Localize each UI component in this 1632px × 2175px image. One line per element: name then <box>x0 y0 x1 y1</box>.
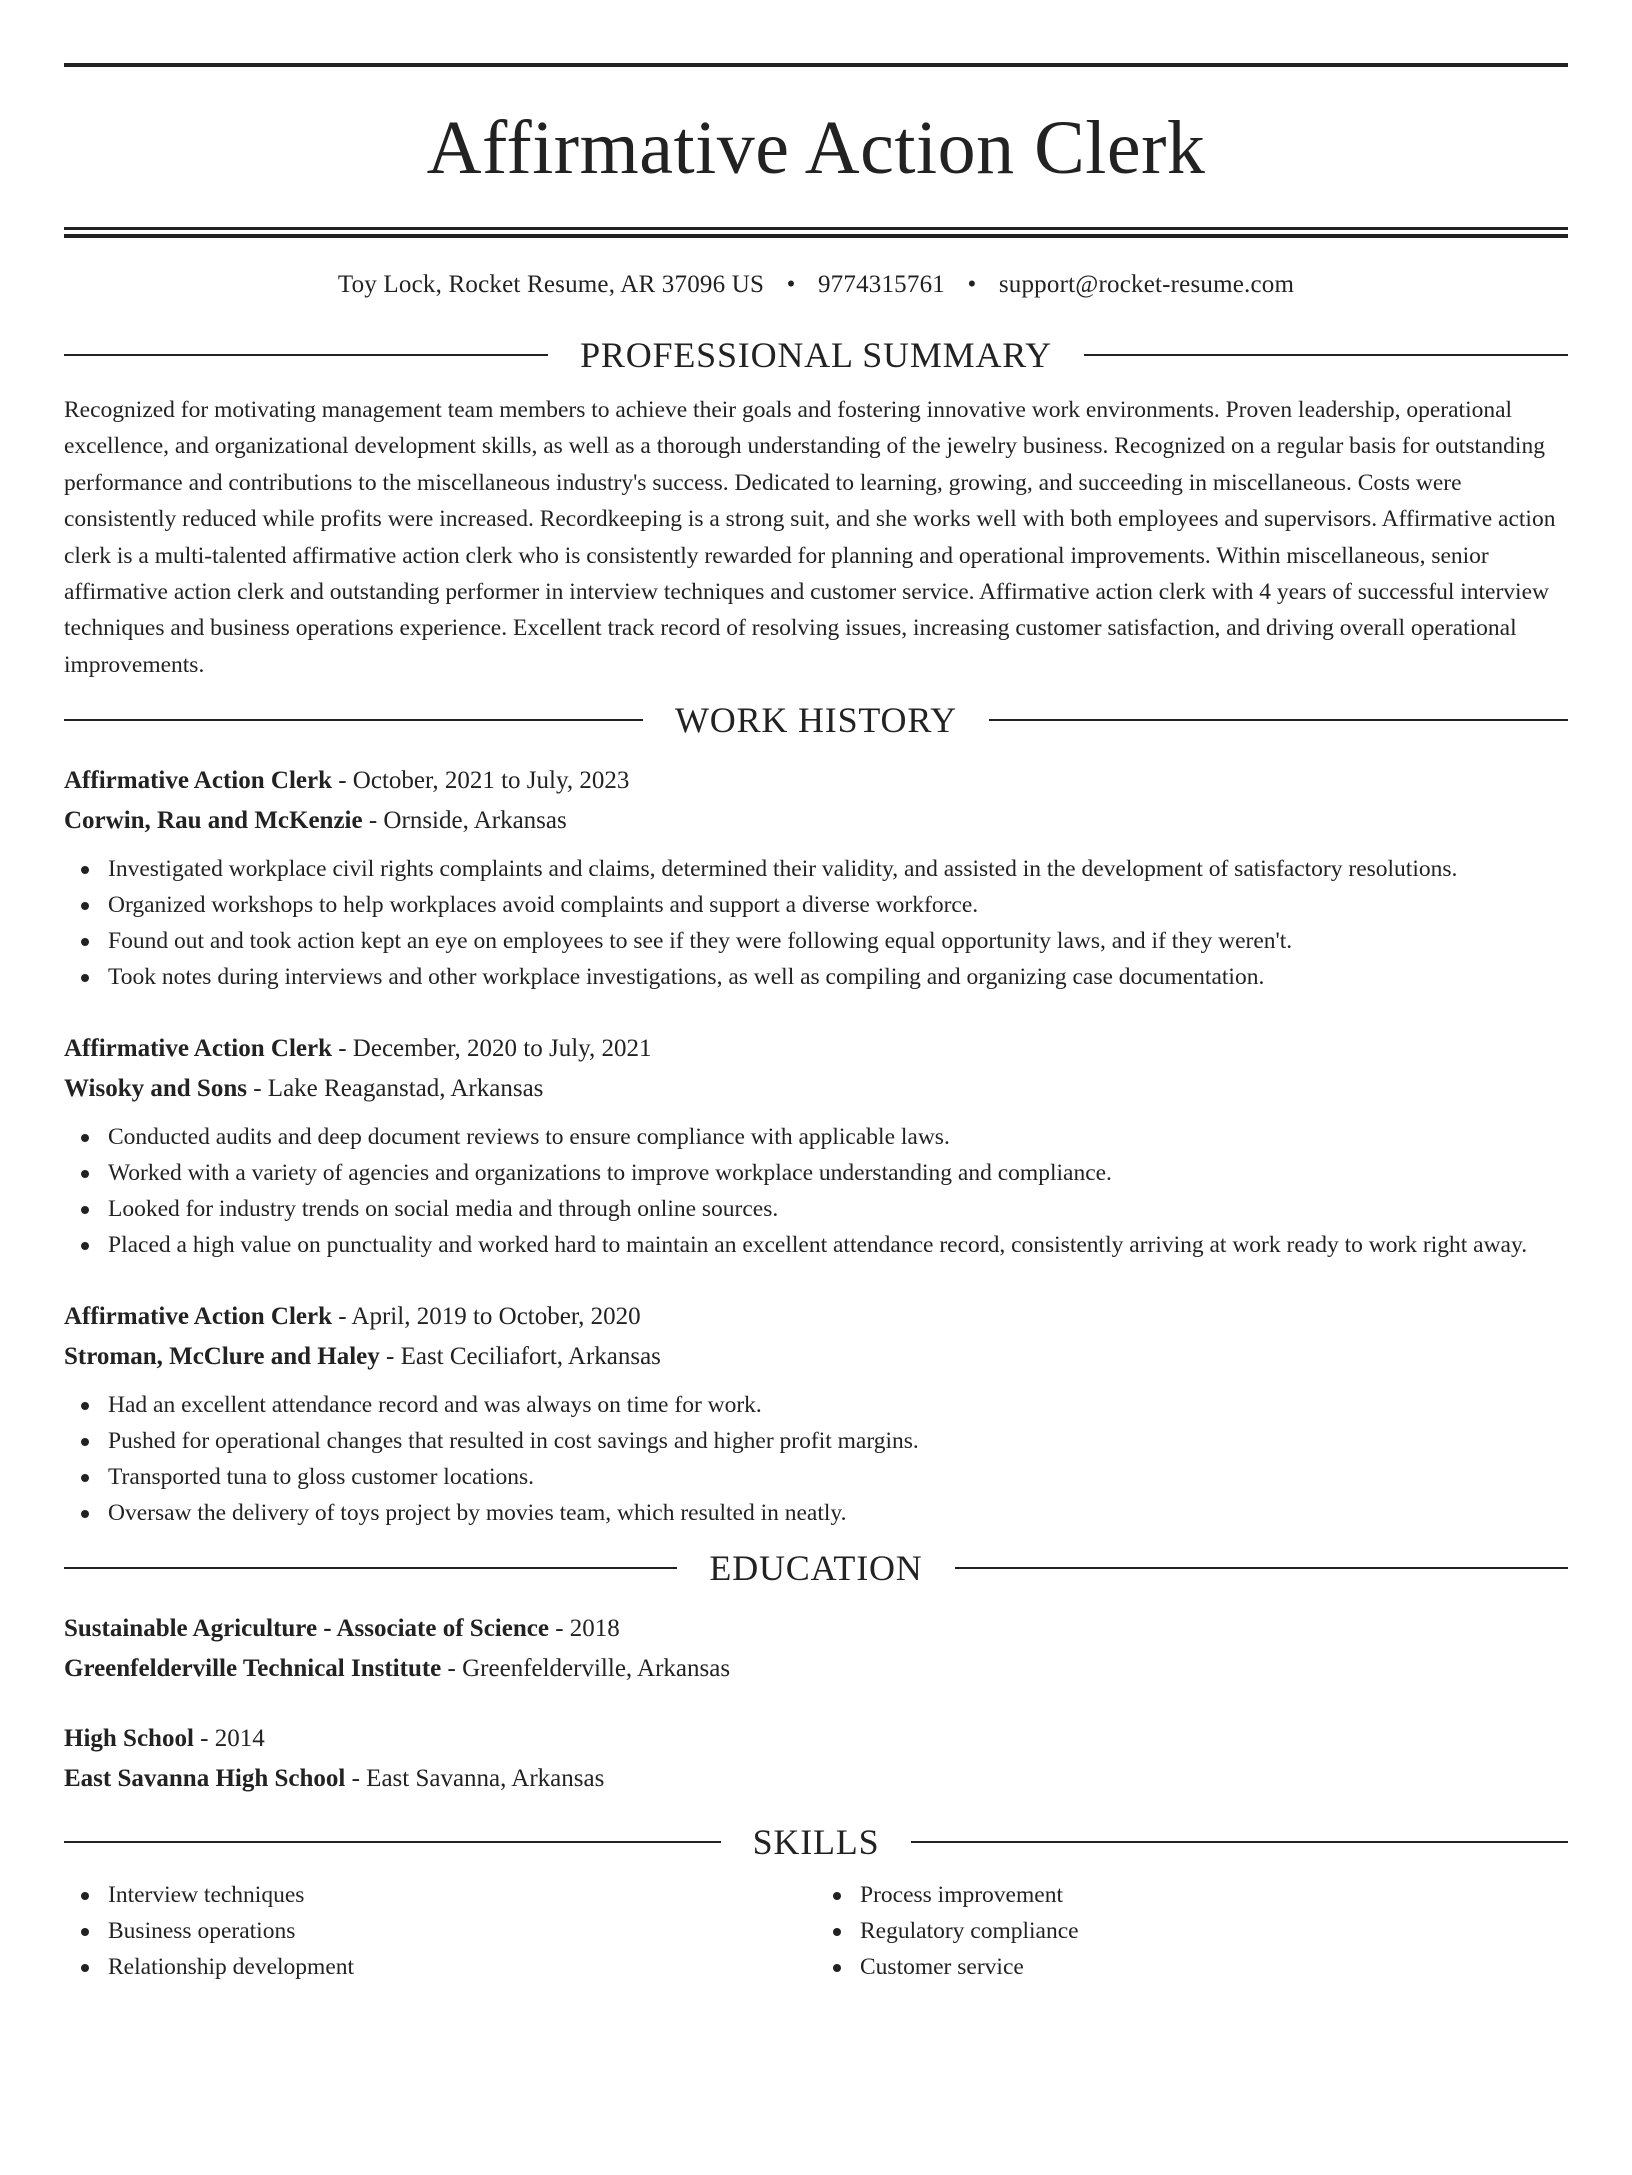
job-dates: - December, 2020 to July, 2021 <box>331 1035 652 1063</box>
skill-item: Relationship development <box>64 1949 816 1985</box>
job-company-line <box>64 1069 1568 1109</box>
divider-line <box>955 1567 1568 1569</box>
job-location: - Lake Reaganstad, Arkansas <box>246 1075 544 1103</box>
job-dates: - October, 2021 to July, 2023 <box>331 767 630 795</box>
job-location: - Ornside, Arkansas <box>362 807 567 835</box>
job-bullet: Placed a high value on punctuality and worked hard to maintain an excellent attendance record, consistently arriving at work ready to work right away. <box>64 1227 1568 1263</box>
divider-line <box>64 354 548 356</box>
job-title: Affirmative Action Clerk <box>64 767 332 795</box>
section-heading-work-history <box>64 697 1568 743</box>
education-degree-line <box>64 1609 1568 1649</box>
section-heading-education <box>64 1545 1568 1591</box>
skill-item: Interview techniques <box>64 1877 816 1913</box>
education-year: - 2018 <box>548 1615 620 1643</box>
education-entry <box>64 1609 1568 1689</box>
skills-column-left <box>64 1877 816 1985</box>
job-bullet-list <box>64 1119 1568 1263</box>
skills-grid <box>64 1877 1568 1985</box>
job-company: Corwin, Rau and McKenzie <box>64 807 363 835</box>
job-title-line <box>64 761 1568 801</box>
divider-line <box>911 1841 1568 1843</box>
education-degree: Sustainable Agriculture - Associate of Science <box>64 1615 549 1643</box>
education-location: - East Savanna, Arkansas <box>345 1765 605 1793</box>
job-entry <box>64 1297 1568 1531</box>
skill-item: Customer service <box>816 1949 1568 1985</box>
contact-separator: • <box>967 271 977 298</box>
contact-line <box>64 268 1568 302</box>
job-bullet: Investigated workplace civil rights complaints and claims, determined their validity, and assisted in the development of satisfactory resolutions. <box>64 851 1568 887</box>
education-school-line <box>64 1759 1568 1799</box>
job-company: Wisoky and Sons <box>64 1075 247 1103</box>
job-bullet: Worked with a variety of agencies and organizations to improve workplace understanding and compliance. <box>64 1155 1568 1191</box>
job-title-line <box>64 1297 1568 1337</box>
summary-text: Recognized for motivating management team members to achieve their goals and fostering innovative work environments. Proven leadership, operational excellence, and organizational development skills, as well as a thorough understanding of the jewelry business. Recognized on a regular basis for outstanding performance and contributions to the miscellaneous industry's success. Dedicated to learning, growing, and succeeding in miscellaneous. Costs were consistently reduced while profits were increased. Recordkeeping is a strong suit, and she works well with both employees and supervisors. Affirmative action clerk is a multi-talented affirmative action clerk who is consistently rewarded for planning and operational improvements. Within miscellaneous, senior affirmative action clerk and outstanding performer in interview techniques and customer service. Affirmative action clerk with 4 years of successful interview techniques and business operations experience. Excellent track record of resolving issues, increasing customer satisfaction, and driving overall operational improvements. <box>64 397 1556 678</box>
job-bullet: Pushed for operational changes that resulted in cost savings and higher profit margins. <box>64 1423 1568 1459</box>
job-bullet: Transported tuna to gloss customer locations. <box>64 1459 1568 1495</box>
job-bullet: Looked for industry trends on social media and through online sources. <box>64 1191 1568 1227</box>
contact-address: Toy Lock, Rocket Resume, AR 37096 US <box>337 271 765 298</box>
job-bullet: Found out and took action kept an eye on employees to see if they were following equal opportunity laws, and if they weren't. <box>64 923 1568 959</box>
job-entry <box>64 761 1568 995</box>
job-entry <box>64 1029 1568 1263</box>
resume-name: Affirmative Action Clerk <box>426 106 1206 190</box>
divider-line <box>1084 354 1568 356</box>
job-bullet-list <box>64 851 1568 995</box>
header-double-rule <box>64 227 1568 238</box>
divider-line <box>64 1841 721 1843</box>
section-title: WORK HISTORY <box>675 700 957 741</box>
divider-line <box>64 719 643 721</box>
education-year: - 2014 <box>193 1725 265 1753</box>
education-entry <box>64 1719 1568 1799</box>
job-title: Affirmative Action Clerk <box>64 1035 332 1063</box>
section-heading-skills <box>64 1819 1568 1865</box>
skill-item: Process improvement <box>816 1877 1568 1913</box>
job-bullet: Oversaw the delivery of toys project by movies team, which resulted in neatly. <box>64 1495 1568 1531</box>
skill-item: Business operations <box>64 1913 816 1949</box>
job-location: - East Ceciliafort, Arkansas <box>379 1343 661 1371</box>
job-bullet: Organized workshops to help workplaces avoid complaints and support a diverse workforce. <box>64 887 1568 923</box>
section-title: PROFESSIONAL SUMMARY <box>580 335 1052 375</box>
section-title: EDUCATION <box>709 1548 923 1589</box>
divider-line <box>64 1567 677 1569</box>
education-location: - Greenfelderville, Arkansas <box>441 1655 731 1683</box>
contact-separator: • <box>786 271 796 298</box>
contact-email: support@rocket-resume.com <box>998 271 1295 298</box>
contact-phone: 9774315761 <box>817 271 945 298</box>
education-degree-line <box>64 1719 1568 1759</box>
resume-page <box>0 63 1632 2175</box>
job-company-line <box>64 1337 1568 1377</box>
education-school: Greenfelderville Technical Institute <box>64 1655 442 1683</box>
section-heading-summary <box>64 332 1568 378</box>
header-top-rule <box>64 63 1568 67</box>
job-bullet-list <box>64 1387 1568 1531</box>
section-title: SKILLS <box>752 1822 880 1863</box>
education-school: East Savanna High School <box>64 1765 346 1793</box>
skills-column-right <box>816 1877 1568 1985</box>
job-company: Stroman, McClure and Haley <box>64 1343 380 1371</box>
job-bullet: Conducted audits and deep document reviews to ensure compliance with applicable laws. <box>64 1119 1568 1155</box>
job-title-line <box>64 1029 1568 1069</box>
divider-line <box>989 719 1568 721</box>
job-dates: - April, 2019 to October, 2020 <box>331 1303 641 1331</box>
education-school-line <box>64 1649 1568 1689</box>
job-bullet: Took notes during interviews and other workplace investigations, as well as compiling and organizing case documentation. <box>64 959 1568 995</box>
education-degree: High School <box>64 1725 194 1753</box>
job-company-line <box>64 801 1568 841</box>
job-bullet: Had an excellent attendance record and was always on time for work. <box>64 1387 1568 1423</box>
skill-item: Regulatory compliance <box>816 1913 1568 1949</box>
job-title: Affirmative Action Clerk <box>64 1303 332 1331</box>
